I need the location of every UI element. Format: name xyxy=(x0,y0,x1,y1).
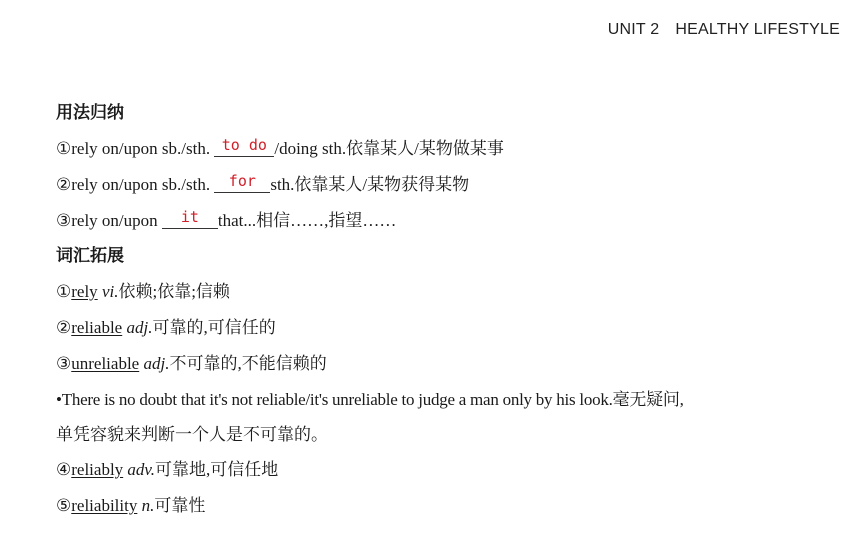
vocab-item-4 xyxy=(56,459,278,481)
vocab-meaning: 可靠的,可信任的 xyxy=(152,318,276,337)
unit-label: UNIT 2 xyxy=(607,21,660,38)
vocab-word: reliably xyxy=(71,460,124,479)
usage-item-2 xyxy=(56,174,469,196)
example-sentence: •There is no doubt that it's not reliable/it's unreliable to judge a man only by his look.毫无疑问, xyxy=(56,390,684,409)
item-number: ③ xyxy=(56,211,72,230)
part-of-speech: adj. xyxy=(126,318,153,337)
vocab-meaning: 依赖;依靠;信赖 xyxy=(118,282,230,301)
answer-text: to do xyxy=(221,136,267,154)
vocab-item-5 xyxy=(56,495,205,517)
answer-blank xyxy=(162,210,218,229)
item-text-before: rely on/upon sb./sth. xyxy=(71,139,215,158)
item-text-before: rely on/upon sb./sth. xyxy=(71,175,215,194)
vocab-item-1 xyxy=(56,281,230,303)
item-number: ② xyxy=(56,318,72,337)
vocab-word: reliable xyxy=(71,318,123,337)
item-text-before: rely on/upon xyxy=(71,211,162,230)
item-text-after: /doing sth.依靠某人/某物做某事 xyxy=(274,139,504,158)
item-text-after: that...相信……,指望…… xyxy=(217,211,397,230)
example-translation: 单凭容貌来判断一个人是不可靠的。 xyxy=(56,425,328,444)
answer-text: it xyxy=(180,208,199,226)
vocab-meaning: 可靠性 xyxy=(154,496,206,515)
page-header xyxy=(608,21,840,39)
vocab-meaning: 可靠地,可信任地 xyxy=(154,460,279,479)
usage-item-3 xyxy=(56,210,396,232)
vocab-item-3 xyxy=(56,353,327,375)
usage-item-1 xyxy=(56,138,504,160)
vocab-word: rely xyxy=(71,282,98,301)
item-number: ③ xyxy=(56,354,72,373)
item-text-after: sth.依靠某人/某物获得某物 xyxy=(270,175,470,194)
answer-blank xyxy=(214,174,270,193)
vocab-meaning: 不可靠的,不能信赖的 xyxy=(169,354,327,373)
part-of-speech: adv. xyxy=(127,460,155,479)
item-number: ① xyxy=(56,139,72,158)
part-of-speech: vi. xyxy=(101,282,119,301)
answer-blank xyxy=(214,138,274,157)
part-of-speech: adj. xyxy=(143,354,170,373)
unit-title: HEALTHY LIFESTYLE xyxy=(675,21,840,38)
vocab-item-2 xyxy=(56,317,276,339)
item-number: ④ xyxy=(56,460,72,479)
vocab-word: reliability xyxy=(71,496,138,515)
item-number: ① xyxy=(56,282,72,301)
vocab-word: unreliable xyxy=(71,354,140,373)
usage-heading: 用法归纳 xyxy=(56,103,124,122)
part-of-speech: n. xyxy=(141,496,155,515)
item-number: ⑤ xyxy=(56,496,72,515)
item-number: ② xyxy=(56,175,72,194)
answer-text: for xyxy=(228,172,256,190)
vocab-heading: 词汇拓展 xyxy=(56,246,124,265)
